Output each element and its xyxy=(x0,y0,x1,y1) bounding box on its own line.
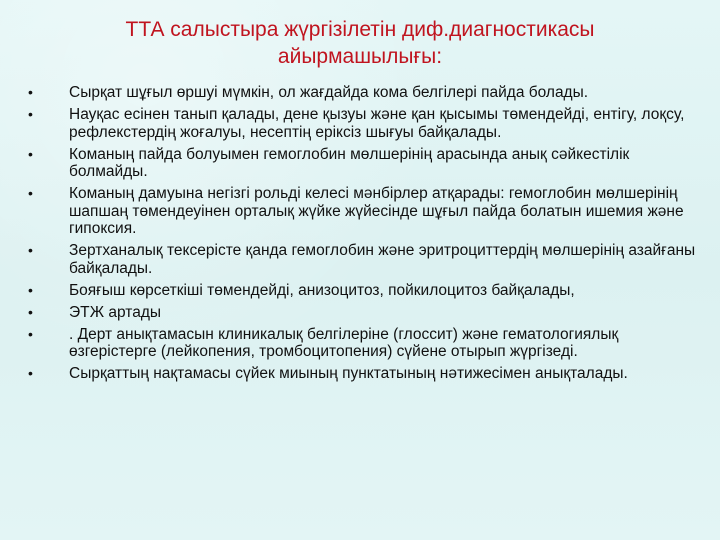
slide-title-line-2: айырмашылығы: xyxy=(277,45,443,68)
bullet-item-2 xyxy=(28,106,698,141)
slide-title-line-1: ТТА салыстыра жүргізілетін диф.диагностикасы xyxy=(125,18,595,41)
bullet-item-9 xyxy=(28,365,698,383)
bullet-dot-icon: • xyxy=(28,365,33,382)
bullet-dot-icon: • xyxy=(28,84,33,100)
bullet-item-4 xyxy=(28,185,698,238)
bullet-item-5 xyxy=(28,242,698,277)
bullet-dot-icon: • xyxy=(28,281,33,298)
bullet-text-3: Команың пайда болуымен гемоглобин мөлшерінің арасында анық сәйкестілік болмайды. xyxy=(69,145,630,181)
bullet-item-1 xyxy=(28,84,698,102)
bullet-text-2: Науқас есінен танып қалады, дене қызуы және қан қысымы төмендейді, ентігу, лоқсу, рефлекстердің жоғалуы, несептің еріксіз шығуы байқалады. xyxy=(69,105,685,141)
bullet-item-8 xyxy=(28,326,698,361)
bullet-list xyxy=(28,84,698,387)
bullet-dot-icon: • xyxy=(28,303,33,320)
bullet-text-4: Команың дамуына негізгі рольді келесі мәнбірлер атқарады: гемоглобин мөлшерінің шапшаң төмендеуінен орталық жүйке жүйесінде шұғыл пайда болатын ишемия және гипоксия. xyxy=(69,185,684,238)
bullet-item-6 xyxy=(28,282,698,300)
bullet-dot-icon: • xyxy=(28,325,33,342)
bullet-text-6: Бояғыш көрсеткіші төмендейді, анизоцитоз, пойкилоцитоз байқалады, xyxy=(69,281,575,299)
bullet-item-3 xyxy=(28,146,698,181)
bullet-text-8: . Дерт анықтамасын клиникалық белгілеріне (глоссит) және гематологиялық өзгерістерге (лейкопения, тромбоцитопения) сүйене отырып жүргізеді. xyxy=(69,325,619,361)
bullet-dot-icon: • xyxy=(28,185,33,202)
bullet-text-1: Сырқат шұғыл өршуі мүмкін, ол жағдайда кома белгілері пайда болады. xyxy=(69,84,589,101)
bullet-dot-icon: • xyxy=(28,105,33,122)
bullet-text-7: ЭТЖ артады xyxy=(69,303,162,321)
bullet-dot-icon: • xyxy=(28,242,33,259)
bullet-dot-icon: • xyxy=(28,145,33,162)
bullet-item-7 xyxy=(28,304,698,322)
slide-title xyxy=(80,16,640,70)
bullet-text-5: Зертханалық тексерісте қанда гемоглобин және эритроциттердің мөлшерінің азайғаны байқалады. xyxy=(69,242,696,277)
bullet-text-9: Сырқаттың нақтамасы сүйек миының пунктатының нәтижесімен анықталады. xyxy=(69,365,628,383)
